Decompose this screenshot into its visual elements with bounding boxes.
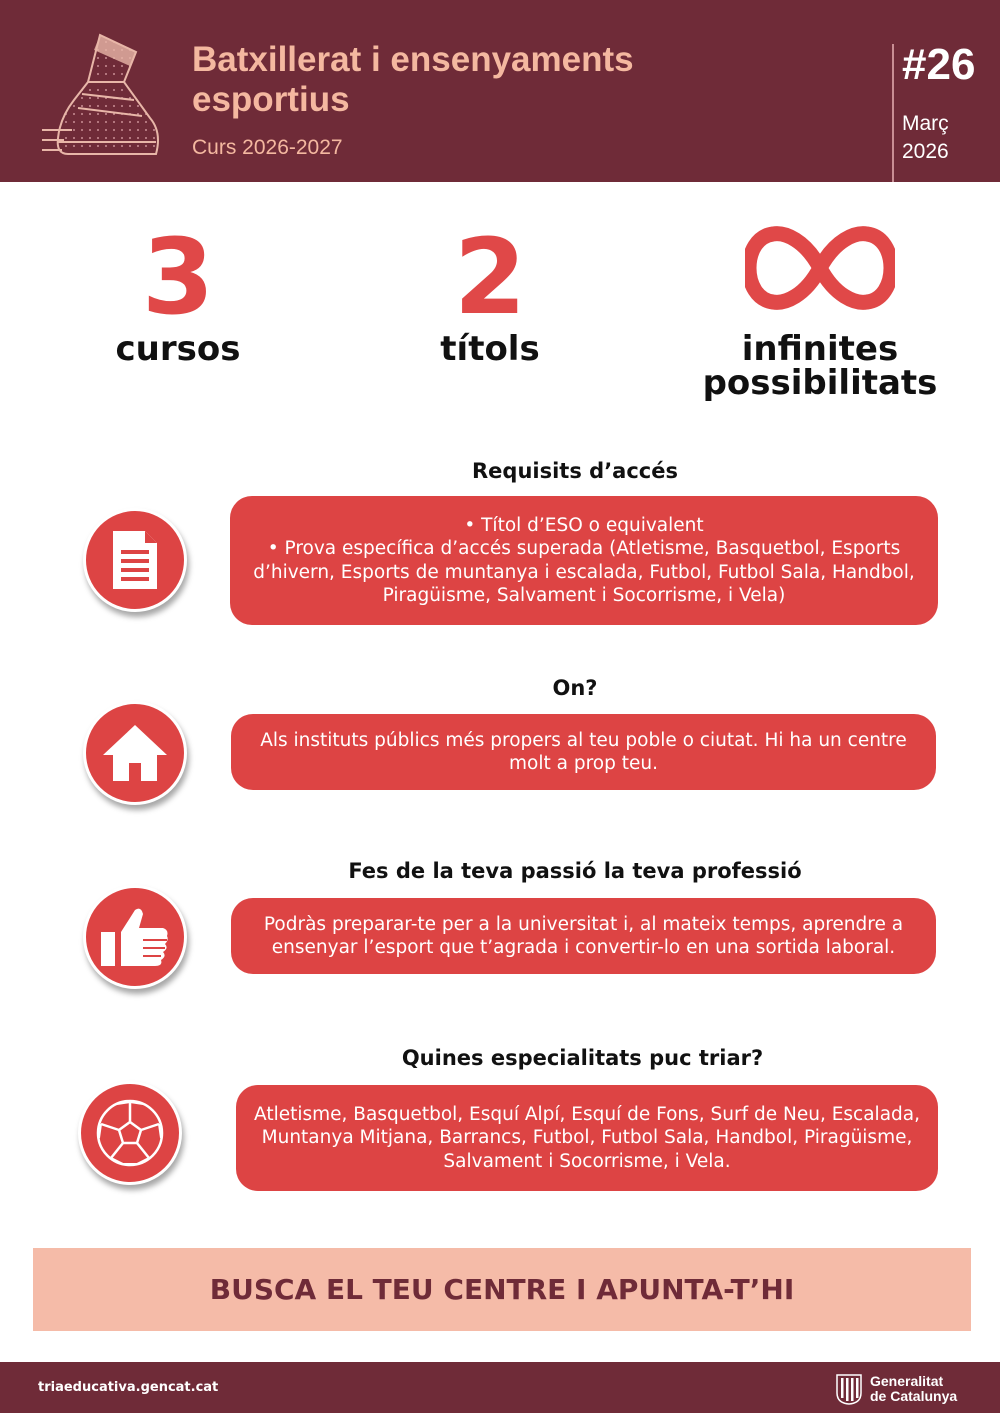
footer-url-link[interactable]: triaeducativa.gencat.cat	[38, 1380, 219, 1395]
passion-box	[231, 898, 936, 974]
text-line: Podràs preparar-te per a la universitat i, al mateix temps, aprendre a	[263, 913, 904, 935]
stat-number: 2	[453, 216, 527, 338]
generalitat-wordmark	[870, 1374, 957, 1404]
text-line: • Títol d’ESO o equivalent	[464, 514, 704, 536]
header-banner	[0, 0, 1000, 182]
stat-label: títols	[440, 329, 540, 369]
text-line: Als instituts públics més propers al teu poble o ciutat. Hi ha un centre	[260, 729, 907, 751]
title-line-1: Batxillerat i ensenyaments	[192, 40, 634, 79]
text-line: Muntanya Mitjana, Barrancs, Futbol, Futbol Sala, Handbol, Piragüisme,	[261, 1127, 913, 1149]
text-line: d’hivern, Esports de muntanya i escalada, Futbol, Futbol Sala, Handbol,	[253, 561, 915, 583]
text-line: Salvament i Socorrisme, i Vela.	[443, 1150, 731, 1172]
requirements-box	[230, 496, 938, 625]
header-divider	[892, 44, 894, 182]
issue-number: #26	[902, 40, 976, 89]
cta-banner[interactable]: BUSCA EL TEU CENTRE I APUNTA-T’HI	[33, 1248, 971, 1331]
where-box	[231, 714, 936, 790]
text-line: • Prova específica d’accés superada (Atletisme, Basquetbol, Esports	[267, 538, 901, 559]
stat-label-line-2: possibilitats	[702, 363, 938, 403]
issue-month: Març	[902, 112, 949, 135]
issue-date	[902, 110, 949, 166]
soccer-ball-icon	[78, 1081, 182, 1185]
generalitat-logo-icon	[835, 1373, 863, 1405]
stat-possibilities	[680, 220, 960, 403]
footer	[0, 1362, 1000, 1413]
stat-titles	[400, 216, 580, 369]
stat-label: cursos	[115, 329, 241, 369]
thumbs-up-icon	[83, 885, 187, 989]
section-title-specialities: Quines especialitats puc triar?	[401, 1046, 764, 1070]
text-line: molt a prop teu.	[509, 753, 658, 774]
page-title	[192, 40, 852, 120]
course-year: Curs 2026-2027	[192, 136, 343, 159]
text-line: ensenyar l’esport que t’agrada i convertir-lo en una sortida laboral.	[271, 937, 896, 958]
infinity-icon	[745, 220, 895, 316]
specialities-box	[236, 1085, 938, 1191]
text-line: Piragüisme, Salvament i Socorrisme, i Vela)	[382, 585, 786, 606]
sneaker-icon	[38, 30, 163, 165]
section-title-requirements: Requisits d’accés	[472, 459, 678, 483]
title-line-2: esportius	[192, 80, 350, 119]
house-icon	[83, 701, 187, 805]
issue-year: 2026	[902, 140, 949, 163]
org-line-1: Generalitat	[870, 1373, 944, 1389]
section-title-where: On?	[552, 676, 598, 700]
stat-label-line-1: infinites	[741, 329, 899, 369]
text-line: Atletisme, Basquetbol, Esquí Alpí, Esquí de Fons, Surf de Neu, Escalada,	[254, 1103, 920, 1125]
document-icon	[83, 508, 187, 612]
section-title-passion: Fes de la teva passió la teva professió	[348, 859, 802, 883]
org-line-2: de Catalunya	[870, 1388, 958, 1404]
stat-number: 3	[141, 216, 215, 338]
stat-courses	[88, 216, 268, 369]
